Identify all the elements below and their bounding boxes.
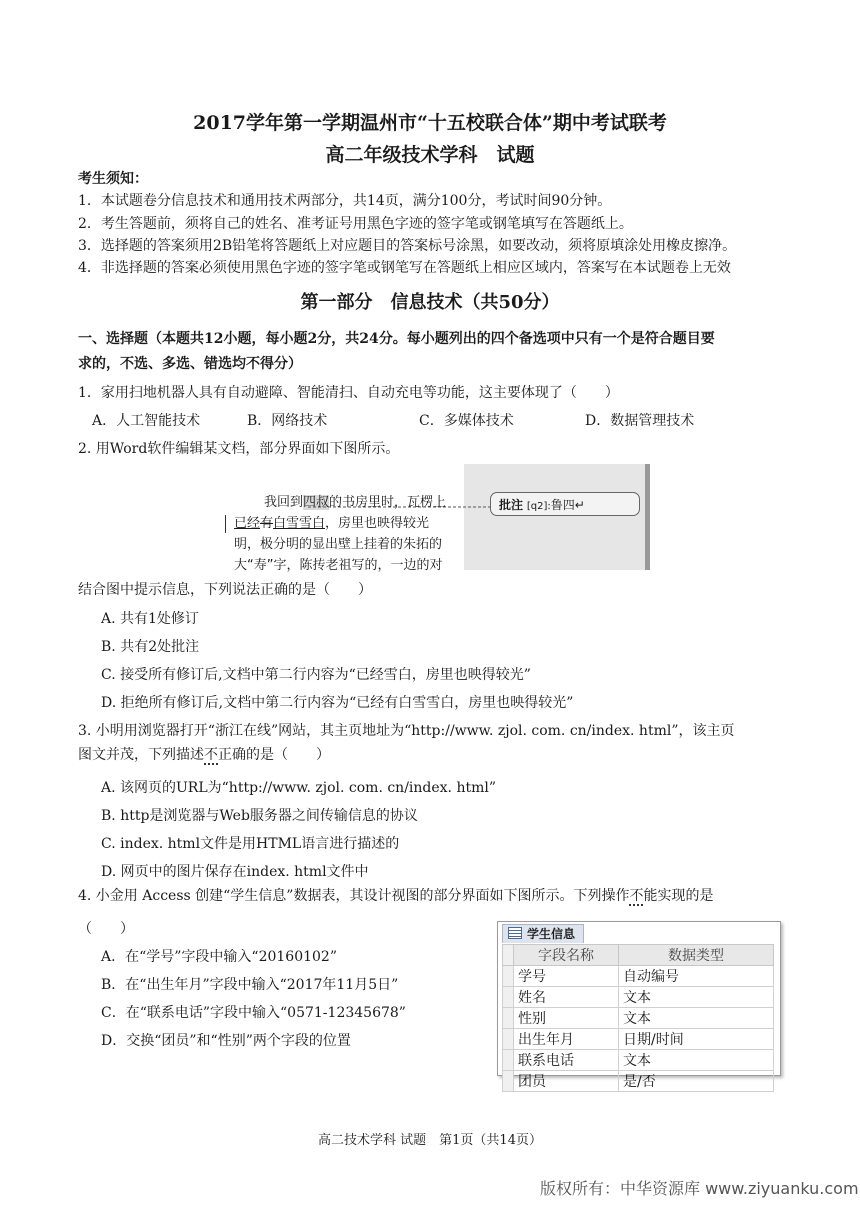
q2-option-b: B. 共有2处批注: [101, 639, 200, 655]
q1-option-c: C．多媒体技术: [419, 413, 514, 429]
notice-item-2: 2．考生答题前，须将自己的姓名、准考证号用黑色字迹的签字笔或钢笔填写在答题纸上。: [78, 216, 633, 232]
page-footer: 高二技术学科 试题 第1页（共14页）: [318, 1133, 542, 1148]
q4-option-d: D．交换“团员”和“性别”两个字段的位置: [101, 1033, 351, 1049]
q3-option-b: B. http是浏览器与Web服务器之间传输信息的协议: [101, 808, 418, 824]
q1-option-b: B．网络技术: [247, 413, 328, 429]
table-tab: 学生信息: [502, 924, 584, 943]
table-row: 学号 自动编号: [503, 966, 774, 987]
inserted-text-2: 白雪雪白: [273, 516, 326, 531]
header-field-name: 字段名称: [514, 945, 619, 966]
header-data-type: 数据类型: [619, 945, 774, 966]
comment-pane-scrollbar: [645, 464, 650, 570]
q2-option-a: A. 共有1处修订: [101, 611, 199, 627]
emphasis-mark-2: 不: [629, 888, 644, 904]
q4-stem-line2: （ ）: [78, 921, 134, 937]
table-row: 出生年月 日期/时间: [503, 1029, 774, 1050]
exam-title: 2017学年第一学期温州市“十五校联合体”期中考试联考: [193, 112, 667, 134]
q1-option-d: D．数据管理技术: [585, 413, 695, 429]
table-row: 性别 文本: [503, 1008, 774, 1029]
q3-stem-line2: 图文并茂，下列描述不正确的是（ ）: [78, 747, 330, 763]
part-title: 第一部分 信息技术（共50分）: [300, 292, 560, 313]
notice-item-4: 4．非选择题的答案必须使用黑色字迹的签字笔或钢笔写在答题纸上相应区域内，答案写在本试题卷上无效: [78, 260, 731, 276]
commented-text: 四叔: [303, 495, 330, 510]
notice-item-3: 3．选择题的答案须用2B铅笔将答题纸上对应题目的答案标号涂黑，如要改动，须将原填涂处用橡皮擦净。: [78, 238, 737, 254]
q4-option-b: B．在“出生年月”字段中输入“2017年11月5日”: [101, 977, 399, 993]
q3-option-d: D. 网页中的图片保存在index. html文件中: [101, 864, 369, 880]
q3-option-c: C. index. html文件是用HTML语言进行描述的: [101, 836, 400, 852]
emphasis-mark: 不: [204, 747, 218, 763]
comment-label: 批注: [499, 498, 524, 512]
doc-line-1: 我回到四叔的书房里时，瓦楞上: [264, 495, 447, 510]
comment-leader-line: [308, 504, 492, 510]
field-grid: [502, 944, 774, 1092]
q4-option-a: A．在“学号”字段中输入“20160102”: [101, 949, 337, 965]
watermark: 版权所有：中华资源库 www.ziyuanku.com: [540, 1179, 859, 1198]
deleted-text: 有: [260, 516, 274, 531]
q1-stem: 1．家用扫地机器人具有自动避障、智能清扫、自动充电等功能，这主要体现了（ ）: [78, 385, 619, 401]
notice-heading: 考生须知：: [78, 171, 148, 187]
notice-item-1: 1．本试题卷分信息技术和通用技术两部分，共14页，满分100分，考试时间90分钟。: [78, 193, 612, 209]
word-document-figure: [226, 490, 462, 574]
doc-line-4: 大“寿”字，陈抟老祖写的，一边的对: [234, 558, 443, 573]
comment-tag: [q2]:: [526, 501, 551, 512]
row-selector-header: [503, 945, 514, 966]
table-row: 姓名 文本: [503, 987, 774, 1008]
q2-option-c: C. 接受所有修订后,文档中第二行内容为“已经雪白，房里也映得较光”: [101, 667, 531, 683]
q2-option-d: D. 拒绝所有修订后,文档中第二行内容为“已经有白雪雪白，房里也映得较光”: [101, 695, 574, 711]
access-design-view: [497, 921, 781, 1090]
q4-stem-line1: 4. 小金用 Access 创建“学生信息”数据表，其设计视图的部分界面如下图所示。下列操作不能实现的是: [78, 888, 714, 904]
comment-text: 鲁四↵: [550, 498, 585, 512]
q2-stem: 2. 用Word软件编辑某文档，部分界面如下图所示。: [78, 441, 400, 457]
comment-balloon: [490, 492, 640, 516]
section-heading-line2: 求的，不选、多选、错选均不得分）: [78, 356, 302, 372]
q2-prompt: 结合图中提示信息，下列说法正确的是（ ）: [78, 582, 372, 598]
q3-stem-line1: 3. 小明用浏览器打开“浙江在线”网站，其主页地址为“http://www. zjol. com. cn/index. html”，该主页: [78, 723, 735, 739]
table-row: 团员 是/否: [503, 1071, 774, 1092]
inserted-text: 已经: [234, 516, 261, 531]
doc-line-3: 明，极分明的显出壁上挂着的朱拓的: [234, 537, 443, 552]
doc-line-2: 已经有白雪雪白，房里也映得较光: [234, 516, 430, 531]
q4-option-c: C．在“联系电话”字段中输入“0571-12345678”: [101, 1005, 406, 1021]
section-heading-line1: 一、选择题（本题共12小题，每小题2分，共24分。每小题列出的四个备选项中只有一个是符合题目要: [78, 331, 715, 347]
exam-subtitle: 高二年级技术学科 试题: [325, 144, 535, 166]
table-row: 联系电话 文本: [503, 1050, 774, 1071]
q3-option-a: A. 该网页的URL为“http://www. zjol. com. cn/index. html”: [101, 780, 497, 796]
table-icon: [508, 927, 522, 939]
q1-option-a: A．人工智能技术: [92, 413, 201, 429]
